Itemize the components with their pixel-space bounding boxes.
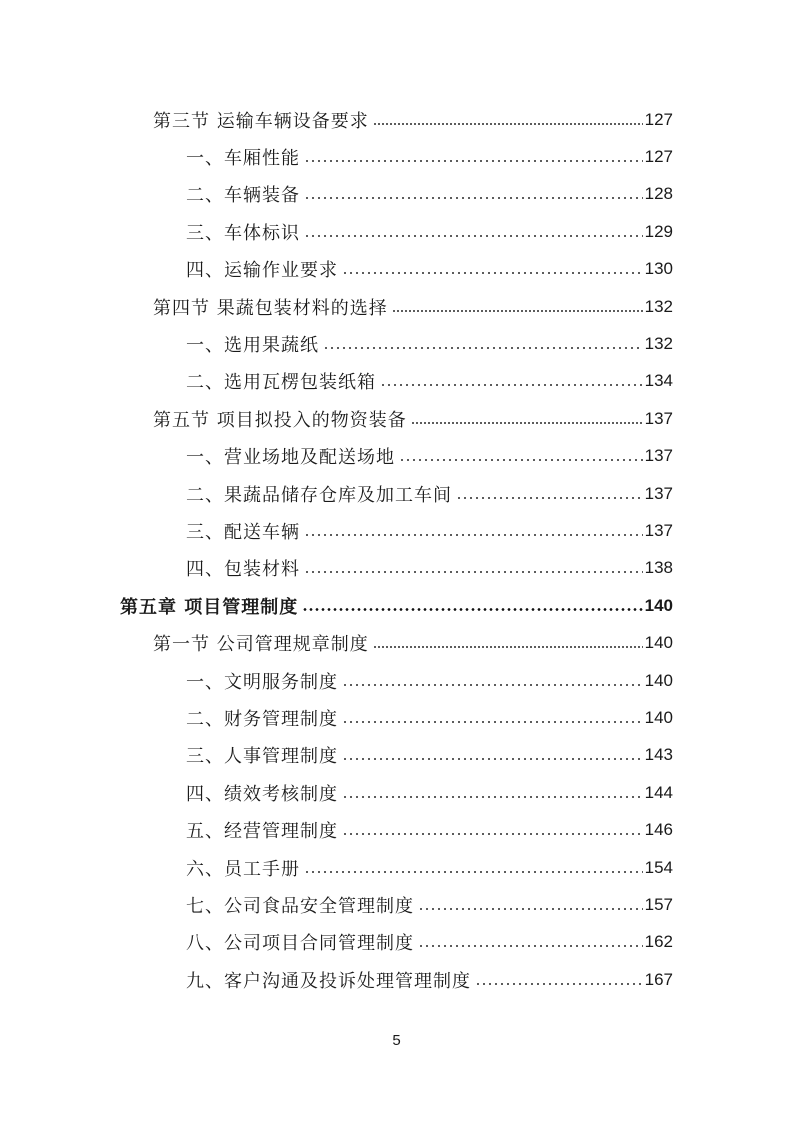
- toc-entry-item[interactable]: [0, 213, 793, 250]
- toc-entry-title: 一、选用果蔬纸: [186, 335, 319, 357]
- toc-entry-title: 第四节 果蔬包装材料的选择: [153, 297, 388, 319]
- toc-entry-page: 137: [644, 520, 673, 540]
- toc-entry-page: 144: [644, 782, 673, 802]
- toc-entry-item[interactable]: [0, 961, 793, 998]
- toc-leader-dots: [302, 608, 642, 611]
- toc-leader-dots: [342, 758, 643, 760]
- toc-entry-item[interactable]: [0, 699, 793, 736]
- toc-entry-page: 134: [644, 371, 673, 391]
- toc-entry-page: 140: [644, 670, 673, 690]
- toc-leader-dots: [304, 235, 643, 237]
- toc-entry-item[interactable]: [0, 512, 793, 549]
- toc-entry-title: 九、客户沟通及投诉处理管理制度: [186, 970, 471, 992]
- toc-entry-item[interactable]: [0, 251, 793, 288]
- toc-leader-dots: [342, 796, 643, 798]
- toc-leader-dots: [380, 384, 643, 386]
- toc-entry-title: 六、员工手册: [186, 858, 300, 880]
- toc-entry-page: 167: [644, 969, 673, 989]
- toc-entry-section[interactable]: [0, 288, 793, 325]
- toc-entry-item[interactable]: [0, 849, 793, 886]
- toc-entry-title: 第五章 项目管理制度: [120, 596, 299, 618]
- toc-entry-section[interactable]: [0, 101, 793, 138]
- toc-entry-title: 三、车体标识: [186, 222, 300, 244]
- toc-leader-dots: [323, 347, 643, 349]
- toc-entry-title: 四、绩效考核制度: [186, 783, 338, 805]
- toc-leader-dots: [418, 945, 643, 947]
- toc-leader-dots: [392, 310, 643, 312]
- toc-entry-title: 四、包装材料: [186, 559, 300, 581]
- toc-entry-title: 第五节 项目拟投入的物资装备: [153, 409, 407, 431]
- toc-leader-dots: [411, 422, 643, 424]
- toc-entry-title: 一、营业场地及配送场地: [186, 447, 395, 469]
- toc-entry-page: 162: [644, 932, 673, 952]
- toc-leader-dots: [342, 684, 643, 686]
- toc-entry-page: 137: [644, 446, 673, 466]
- toc-entry-page: 132: [644, 296, 673, 316]
- toc-entry-title: 五、经营管理制度: [186, 821, 338, 843]
- toc-entry-item[interactable]: [0, 737, 793, 774]
- toc-leader-dots: [304, 871, 643, 873]
- toc-leader-dots: [418, 908, 643, 910]
- toc-entry-item[interactable]: [0, 138, 793, 175]
- toc-entry-page: 140: [644, 595, 673, 615]
- toc-entry-page: 137: [644, 408, 673, 428]
- toc-leader-dots: [304, 571, 643, 573]
- toc-entry-page: 137: [644, 483, 673, 503]
- page-number: 5: [392, 1032, 401, 1049]
- toc-entry-title: 七、公司食品安全管理制度: [186, 895, 414, 917]
- toc-entry-section[interactable]: [0, 400, 793, 437]
- table-of-contents: [0, 101, 793, 998]
- toc-entry-page: 129: [644, 221, 673, 241]
- toc-entry-item[interactable]: [0, 176, 793, 213]
- toc-entry-page: 146: [644, 820, 673, 840]
- toc-entry-page: 132: [644, 334, 673, 354]
- toc-entry-page: 143: [644, 745, 673, 765]
- toc-entry-item[interactable]: [0, 924, 793, 961]
- toc-entry-item[interactable]: [0, 325, 793, 362]
- toc-entry-page: 138: [644, 558, 673, 578]
- toc-entry-page: 127: [644, 109, 673, 129]
- toc-entry-item[interactable]: [0, 475, 793, 512]
- toc-entry-title: 三、人事管理制度: [186, 746, 338, 768]
- toc-leader-dots: [399, 459, 643, 461]
- toc-entry-page: 127: [644, 147, 673, 167]
- toc-entry-title: 一、车厢性能: [186, 148, 300, 170]
- toc-entry-title: 二、果蔬品储存仓库及加工车间: [186, 484, 452, 506]
- toc-entry-chapter[interactable]: [0, 587, 793, 624]
- toc-entry-title: 一、文明服务制度: [186, 671, 338, 693]
- toc-entry-title: 二、选用瓦楞包装纸箱: [186, 372, 376, 394]
- toc-entry-title: 第一节 公司管理规章制度: [153, 634, 369, 656]
- toc-entry-page: 128: [644, 184, 673, 204]
- toc-entry-title: 二、财务管理制度: [186, 708, 338, 730]
- toc-entry-item[interactable]: [0, 438, 793, 475]
- toc-leader-dots: [475, 983, 643, 985]
- toc-entry-title: 三、配送车辆: [186, 521, 300, 543]
- toc-entry-item[interactable]: [0, 363, 793, 400]
- toc-entry-title: 第三节 运输车辆设备要求: [153, 110, 369, 132]
- toc-leader-dots: [304, 160, 643, 162]
- toc-leader-dots: [373, 646, 643, 648]
- toc-leader-dots: [342, 721, 643, 723]
- toc-entry-title: 四、运输作业要求: [186, 260, 338, 282]
- toc-leader-dots: [304, 534, 643, 536]
- toc-entry-page: 154: [644, 857, 673, 877]
- toc-leader-dots: [456, 497, 643, 499]
- toc-leader-dots: [342, 833, 643, 835]
- toc-leader-dots: [342, 272, 643, 274]
- toc-entry-item[interactable]: [0, 886, 793, 923]
- toc-entry-title: 八、公司项目合同管理制度: [186, 933, 414, 955]
- toc-entry-page: 140: [644, 707, 673, 727]
- toc-leader-dots: [373, 123, 643, 125]
- toc-entry-item[interactable]: [0, 550, 793, 587]
- toc-entry-page: 130: [644, 259, 673, 279]
- toc-entry-section[interactable]: [0, 624, 793, 661]
- toc-entry-item[interactable]: [0, 811, 793, 848]
- toc-entry-page: 140: [644, 633, 673, 653]
- toc-entry-page: 157: [644, 894, 673, 914]
- toc-entry-item[interactable]: [0, 774, 793, 811]
- toc-entry-title: 二、车辆装备: [186, 185, 300, 207]
- toc-entry-item[interactable]: [0, 662, 793, 699]
- toc-leader-dots: [304, 197, 643, 199]
